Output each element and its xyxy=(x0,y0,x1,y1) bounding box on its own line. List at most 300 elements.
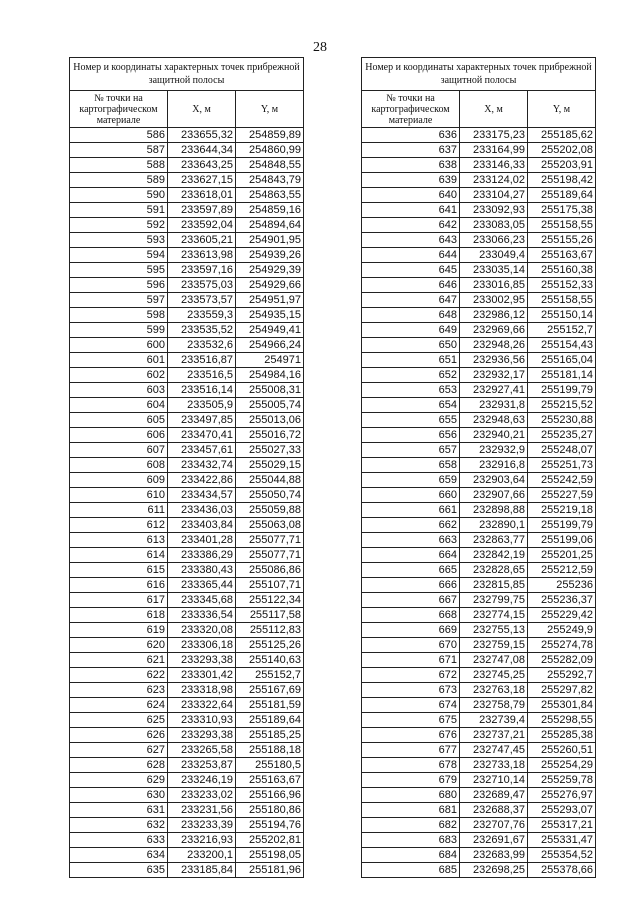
cell-x: 232903,64 xyxy=(460,473,528,488)
page-number: 28 xyxy=(313,40,327,55)
table-row xyxy=(70,623,304,638)
table-row xyxy=(362,488,596,503)
cell-point-number: 613 xyxy=(70,533,168,548)
table-row xyxy=(70,728,304,743)
table-title: Номер и координаты характерных точек прибрежной защитной полосы xyxy=(70,58,304,91)
table-row xyxy=(70,608,304,623)
table-row xyxy=(362,503,596,518)
table-row xyxy=(70,578,304,593)
cell-point-number: 683 xyxy=(362,833,460,848)
table-title: Номер и координаты характерных точек прибрежной защитной полосы xyxy=(362,58,596,91)
cell-x: 233644,34 xyxy=(168,143,236,158)
cell-y: 255236,37 xyxy=(528,593,596,608)
table-row xyxy=(362,308,596,323)
cell-x: 232940,21 xyxy=(460,428,528,443)
cell-point-number: 588 xyxy=(70,158,168,173)
cell-x: 233104,27 xyxy=(460,188,528,203)
cell-y: 255194,76 xyxy=(236,818,304,833)
cell-x: 233618,01 xyxy=(168,188,236,203)
cell-y: 255260,51 xyxy=(528,743,596,758)
cell-point-number: 601 xyxy=(70,353,168,368)
cell-y: 255175,38 xyxy=(528,203,596,218)
column-header-y: Y, м xyxy=(528,91,596,128)
cell-point-number: 644 xyxy=(362,248,460,263)
cell-x: 233597,89 xyxy=(168,203,236,218)
table-row xyxy=(70,293,304,308)
cell-x: 233035,14 xyxy=(460,263,528,278)
cell-x: 233146,33 xyxy=(460,158,528,173)
cell-point-number: 625 xyxy=(70,713,168,728)
cell-point-number: 589 xyxy=(70,173,168,188)
cell-x: 232774,15 xyxy=(460,608,528,623)
cell-y: 255180,5 xyxy=(236,758,304,773)
table-row xyxy=(70,218,304,233)
table-row xyxy=(70,398,304,413)
cell-x: 232863,77 xyxy=(460,533,528,548)
cell-point-number: 594 xyxy=(70,248,168,263)
cell-x: 233532,6 xyxy=(168,338,236,353)
coordinates-table-right xyxy=(361,57,596,878)
table-row xyxy=(70,593,304,608)
table-row xyxy=(70,128,304,143)
cell-x: 233066,23 xyxy=(460,233,528,248)
cell-point-number: 611 xyxy=(70,503,168,518)
table-row xyxy=(70,848,304,863)
cell-y: 255158,55 xyxy=(528,218,596,233)
cell-x: 233318,98 xyxy=(168,683,236,698)
table-row xyxy=(70,818,304,833)
table-row xyxy=(70,773,304,788)
cell-x: 233200,1 xyxy=(168,848,236,863)
cell-point-number: 607 xyxy=(70,443,168,458)
table-row xyxy=(70,548,304,563)
cell-x: 232931,8 xyxy=(460,398,528,413)
cell-y: 255235,27 xyxy=(528,428,596,443)
cell-y: 255013,06 xyxy=(236,413,304,428)
cell-x: 233293,38 xyxy=(168,728,236,743)
cell-x: 232683,99 xyxy=(460,848,528,863)
cell-point-number: 626 xyxy=(70,728,168,743)
table-row xyxy=(70,683,304,698)
cell-y: 255008,31 xyxy=(236,383,304,398)
cell-y: 254939,26 xyxy=(236,248,304,263)
cell-y: 255212,59 xyxy=(528,563,596,578)
cell-x: 232745,25 xyxy=(460,668,528,683)
cell-y: 255298,55 xyxy=(528,713,596,728)
cell-point-number: 657 xyxy=(362,443,460,458)
table-row xyxy=(362,188,596,203)
cell-point-number: 595 xyxy=(70,263,168,278)
table-row xyxy=(70,668,304,683)
table-row xyxy=(362,458,596,473)
table-row xyxy=(70,713,304,728)
cell-y: 255188,18 xyxy=(236,743,304,758)
cell-x: 232932,9 xyxy=(460,443,528,458)
cell-point-number: 645 xyxy=(362,263,460,278)
cell-point-number: 655 xyxy=(362,413,460,428)
cell-point-number: 610 xyxy=(70,488,168,503)
table-row xyxy=(362,818,596,833)
table-row xyxy=(362,848,596,863)
cell-y: 255331,47 xyxy=(528,833,596,848)
cell-y: 255219,18 xyxy=(528,503,596,518)
cell-x: 233401,28 xyxy=(168,533,236,548)
table-row xyxy=(362,653,596,668)
cell-y: 255181,59 xyxy=(236,698,304,713)
cell-x: 233497,85 xyxy=(168,413,236,428)
cell-point-number: 663 xyxy=(362,533,460,548)
cell-x: 232815,85 xyxy=(460,578,528,593)
table-row xyxy=(70,278,304,293)
cell-point-number: 669 xyxy=(362,623,460,638)
cell-y: 254935,15 xyxy=(236,308,304,323)
cell-point-number: 658 xyxy=(362,458,460,473)
cell-y: 255251,73 xyxy=(528,458,596,473)
cell-x: 232689,47 xyxy=(460,788,528,803)
cell-y: 255165,04 xyxy=(528,353,596,368)
cell-y: 254843,79 xyxy=(236,173,304,188)
cell-point-number: 667 xyxy=(362,593,460,608)
cell-point-number: 684 xyxy=(362,848,460,863)
table-row xyxy=(362,353,596,368)
cell-point-number: 660 xyxy=(362,488,460,503)
cell-x: 232842,19 xyxy=(460,548,528,563)
cell-x: 233365,44 xyxy=(168,578,236,593)
cell-point-number: 642 xyxy=(362,218,460,233)
cell-point-number: 623 xyxy=(70,683,168,698)
cell-x: 233246,19 xyxy=(168,773,236,788)
cell-point-number: 681 xyxy=(362,803,460,818)
cell-y: 255163,67 xyxy=(236,773,304,788)
cell-x: 233575,03 xyxy=(168,278,236,293)
coordinates-table-left xyxy=(69,57,304,878)
cell-y: 255125,26 xyxy=(236,638,304,653)
cell-point-number: 678 xyxy=(362,758,460,773)
table-row xyxy=(70,158,304,173)
cell-y: 255198,42 xyxy=(528,173,596,188)
cell-y: 255282,09 xyxy=(528,653,596,668)
cell-point-number: 675 xyxy=(362,713,460,728)
cell-y: 255248,07 xyxy=(528,443,596,458)
cell-point-number: 628 xyxy=(70,758,168,773)
cell-y: 254894,64 xyxy=(236,218,304,233)
cell-y: 255158,55 xyxy=(528,293,596,308)
cell-y: 255167,69 xyxy=(236,683,304,698)
cell-x: 233434,57 xyxy=(168,488,236,503)
cell-y: 255027,33 xyxy=(236,443,304,458)
cell-y: 255378,66 xyxy=(528,863,596,878)
cell-point-number: 651 xyxy=(362,353,460,368)
cell-y: 255202,81 xyxy=(236,833,304,848)
cell-x: 233592,04 xyxy=(168,218,236,233)
cell-point-number: 659 xyxy=(362,473,460,488)
cell-point-number: 673 xyxy=(362,683,460,698)
cell-y: 255185,62 xyxy=(528,128,596,143)
cell-x: 233175,23 xyxy=(460,128,528,143)
cell-point-number: 587 xyxy=(70,143,168,158)
cell-x: 233535,52 xyxy=(168,323,236,338)
cell-point-number: 631 xyxy=(70,803,168,818)
cell-y: 255086,86 xyxy=(236,563,304,578)
cell-y: 254863,55 xyxy=(236,188,304,203)
table-row xyxy=(362,533,596,548)
cell-x: 233380,43 xyxy=(168,563,236,578)
cell-point-number: 632 xyxy=(70,818,168,833)
table-row xyxy=(70,533,304,548)
table-row xyxy=(70,863,304,878)
cell-x: 232936,56 xyxy=(460,353,528,368)
table-row xyxy=(70,563,304,578)
cell-x: 233233,02 xyxy=(168,788,236,803)
cell-y: 255301,84 xyxy=(528,698,596,713)
table-row xyxy=(70,458,304,473)
table-row xyxy=(362,293,596,308)
cell-point-number: 682 xyxy=(362,818,460,833)
cell-y: 255201,25 xyxy=(528,548,596,563)
cell-point-number: 602 xyxy=(70,368,168,383)
cell-point-number: 615 xyxy=(70,563,168,578)
column-header-point-number: № точки на картографическом материале xyxy=(70,91,168,128)
table-row xyxy=(70,353,304,368)
cell-x: 232969,66 xyxy=(460,323,528,338)
table-row xyxy=(70,833,304,848)
table-row xyxy=(70,503,304,518)
table-row xyxy=(362,443,596,458)
cell-point-number: 636 xyxy=(362,128,460,143)
cell-point-number: 604 xyxy=(70,398,168,413)
cell-y: 255227,59 xyxy=(528,488,596,503)
cell-point-number: 677 xyxy=(362,743,460,758)
cell-x: 233002,95 xyxy=(460,293,528,308)
table-row xyxy=(362,743,596,758)
cell-point-number: 649 xyxy=(362,323,460,338)
column-header-y: Y, м xyxy=(236,91,304,128)
cell-x: 233516,14 xyxy=(168,383,236,398)
cell-point-number: 629 xyxy=(70,773,168,788)
cell-x: 233322,64 xyxy=(168,698,236,713)
cell-point-number: 679 xyxy=(362,773,460,788)
cell-y: 255117,58 xyxy=(236,608,304,623)
cell-y: 255150,14 xyxy=(528,308,596,323)
cell-x: 232747,08 xyxy=(460,653,528,668)
cell-y: 255285,38 xyxy=(528,728,596,743)
cell-x: 232932,17 xyxy=(460,368,528,383)
cell-point-number: 627 xyxy=(70,743,168,758)
table-body xyxy=(362,128,596,878)
cell-y: 255044,88 xyxy=(236,473,304,488)
cell-y: 255181,96 xyxy=(236,863,304,878)
cell-x: 233597,16 xyxy=(168,263,236,278)
cell-point-number: 634 xyxy=(70,848,168,863)
table-row xyxy=(362,668,596,683)
cell-point-number: 661 xyxy=(362,503,460,518)
cell-y: 255185,25 xyxy=(236,728,304,743)
table-row xyxy=(362,278,596,293)
table-row xyxy=(362,398,596,413)
cell-y: 255199,79 xyxy=(528,518,596,533)
cell-y: 255005,74 xyxy=(236,398,304,413)
cell-point-number: 662 xyxy=(362,518,460,533)
cell-x: 233231,56 xyxy=(168,803,236,818)
cell-x: 233336,54 xyxy=(168,608,236,623)
cell-x: 233457,61 xyxy=(168,443,236,458)
cell-point-number: 638 xyxy=(362,158,460,173)
cell-y: 255189,64 xyxy=(528,188,596,203)
table-row xyxy=(70,413,304,428)
cell-y: 255181,14 xyxy=(528,368,596,383)
table-row xyxy=(362,383,596,398)
cell-x: 233293,38 xyxy=(168,653,236,668)
cell-y: 255236 xyxy=(528,578,596,593)
cell-y: 255063,08 xyxy=(236,518,304,533)
table-row xyxy=(70,788,304,803)
cell-point-number: 635 xyxy=(70,863,168,878)
cell-x: 233655,32 xyxy=(168,128,236,143)
cell-point-number: 597 xyxy=(70,293,168,308)
table-row xyxy=(362,473,596,488)
table-row xyxy=(362,248,596,263)
cell-y: 255293,07 xyxy=(528,803,596,818)
cell-y: 255292,7 xyxy=(528,668,596,683)
cell-y: 255254,29 xyxy=(528,758,596,773)
cell-y: 254951,97 xyxy=(236,293,304,308)
cell-x: 232948,26 xyxy=(460,338,528,353)
cell-y: 255242,59 xyxy=(528,473,596,488)
cell-point-number: 641 xyxy=(362,203,460,218)
table-row xyxy=(362,698,596,713)
cell-x: 232916,8 xyxy=(460,458,528,473)
cell-point-number: 617 xyxy=(70,593,168,608)
cell-point-number: 603 xyxy=(70,383,168,398)
table-row xyxy=(362,563,596,578)
table-body xyxy=(70,128,304,878)
table-row xyxy=(70,443,304,458)
cell-point-number: 614 xyxy=(70,548,168,563)
cell-x: 233470,41 xyxy=(168,428,236,443)
cell-y: 255077,71 xyxy=(236,548,304,563)
cell-x: 233516,5 xyxy=(168,368,236,383)
table-row xyxy=(362,203,596,218)
cell-y: 254966,24 xyxy=(236,338,304,353)
cell-point-number: 600 xyxy=(70,338,168,353)
cell-point-number: 591 xyxy=(70,203,168,218)
table-row xyxy=(70,803,304,818)
cell-x: 232927,41 xyxy=(460,383,528,398)
cell-x: 233573,57 xyxy=(168,293,236,308)
cell-point-number: 666 xyxy=(362,578,460,593)
cell-point-number: 656 xyxy=(362,428,460,443)
table-row xyxy=(362,368,596,383)
cell-x: 232799,75 xyxy=(460,593,528,608)
table-row xyxy=(362,593,596,608)
cell-y: 255029,15 xyxy=(236,458,304,473)
cell-point-number: 605 xyxy=(70,413,168,428)
cell-x: 232739,4 xyxy=(460,713,528,728)
cell-y: 255160,38 xyxy=(528,263,596,278)
table-row xyxy=(362,728,596,743)
table-row xyxy=(70,488,304,503)
cell-point-number: 652 xyxy=(362,368,460,383)
table-row xyxy=(70,368,304,383)
cell-x: 232737,21 xyxy=(460,728,528,743)
table-row xyxy=(362,803,596,818)
cell-y: 255203,91 xyxy=(528,158,596,173)
cell-y: 255229,42 xyxy=(528,608,596,623)
cell-y: 254901,95 xyxy=(236,233,304,248)
cell-y: 255274,78 xyxy=(528,638,596,653)
cell-y: 255198,05 xyxy=(236,848,304,863)
table-row xyxy=(362,758,596,773)
cell-x: 233320,08 xyxy=(168,623,236,638)
table-row xyxy=(70,203,304,218)
cell-point-number: 621 xyxy=(70,653,168,668)
cell-x: 233559,3 xyxy=(168,308,236,323)
cell-y: 255152,7 xyxy=(236,668,304,683)
cell-point-number: 671 xyxy=(362,653,460,668)
cell-x: 233432,74 xyxy=(168,458,236,473)
table-row xyxy=(70,188,304,203)
table-row xyxy=(70,758,304,773)
table-row xyxy=(70,428,304,443)
table-row xyxy=(70,248,304,263)
cell-x: 232763,18 xyxy=(460,683,528,698)
cell-y: 255249,9 xyxy=(528,623,596,638)
cell-x: 232755,13 xyxy=(460,623,528,638)
table-row xyxy=(70,653,304,668)
cell-x: 232759,15 xyxy=(460,638,528,653)
cell-y: 255152,7 xyxy=(528,323,596,338)
cell-point-number: 650 xyxy=(362,338,460,353)
cell-x: 233306,18 xyxy=(168,638,236,653)
table-row xyxy=(362,638,596,653)
cell-point-number: 619 xyxy=(70,623,168,638)
cell-x: 232688,37 xyxy=(460,803,528,818)
table-row xyxy=(362,833,596,848)
table-row xyxy=(70,323,304,338)
cell-y: 254929,39 xyxy=(236,263,304,278)
cell-point-number: 685 xyxy=(362,863,460,878)
cell-x: 232907,66 xyxy=(460,488,528,503)
cell-x: 232758,79 xyxy=(460,698,528,713)
cell-x: 232890,1 xyxy=(460,518,528,533)
cell-y: 254929,66 xyxy=(236,278,304,293)
table-row xyxy=(362,788,596,803)
table-row xyxy=(362,578,596,593)
table-row xyxy=(362,518,596,533)
cell-y: 255215,52 xyxy=(528,398,596,413)
cell-x: 233310,93 xyxy=(168,713,236,728)
cell-y: 255317,21 xyxy=(528,818,596,833)
cell-x: 233403,84 xyxy=(168,518,236,533)
cell-point-number: 676 xyxy=(362,728,460,743)
cell-x: 233386,29 xyxy=(168,548,236,563)
column-header-point-number: № точки на картографическом материале xyxy=(362,91,460,128)
cell-x: 233049,4 xyxy=(460,248,528,263)
column-header-x: X, м xyxy=(168,91,236,128)
cell-point-number: 620 xyxy=(70,638,168,653)
cell-x: 233083,05 xyxy=(460,218,528,233)
table-row xyxy=(70,743,304,758)
cell-y: 255230,88 xyxy=(528,413,596,428)
cell-point-number: 668 xyxy=(362,608,460,623)
cell-y: 255122,34 xyxy=(236,593,304,608)
cell-x: 232707,76 xyxy=(460,818,528,833)
cell-point-number: 609 xyxy=(70,473,168,488)
cell-point-number: 672 xyxy=(362,668,460,683)
table-row xyxy=(362,683,596,698)
column-header-x: X, м xyxy=(460,91,528,128)
cell-y: 255189,64 xyxy=(236,713,304,728)
